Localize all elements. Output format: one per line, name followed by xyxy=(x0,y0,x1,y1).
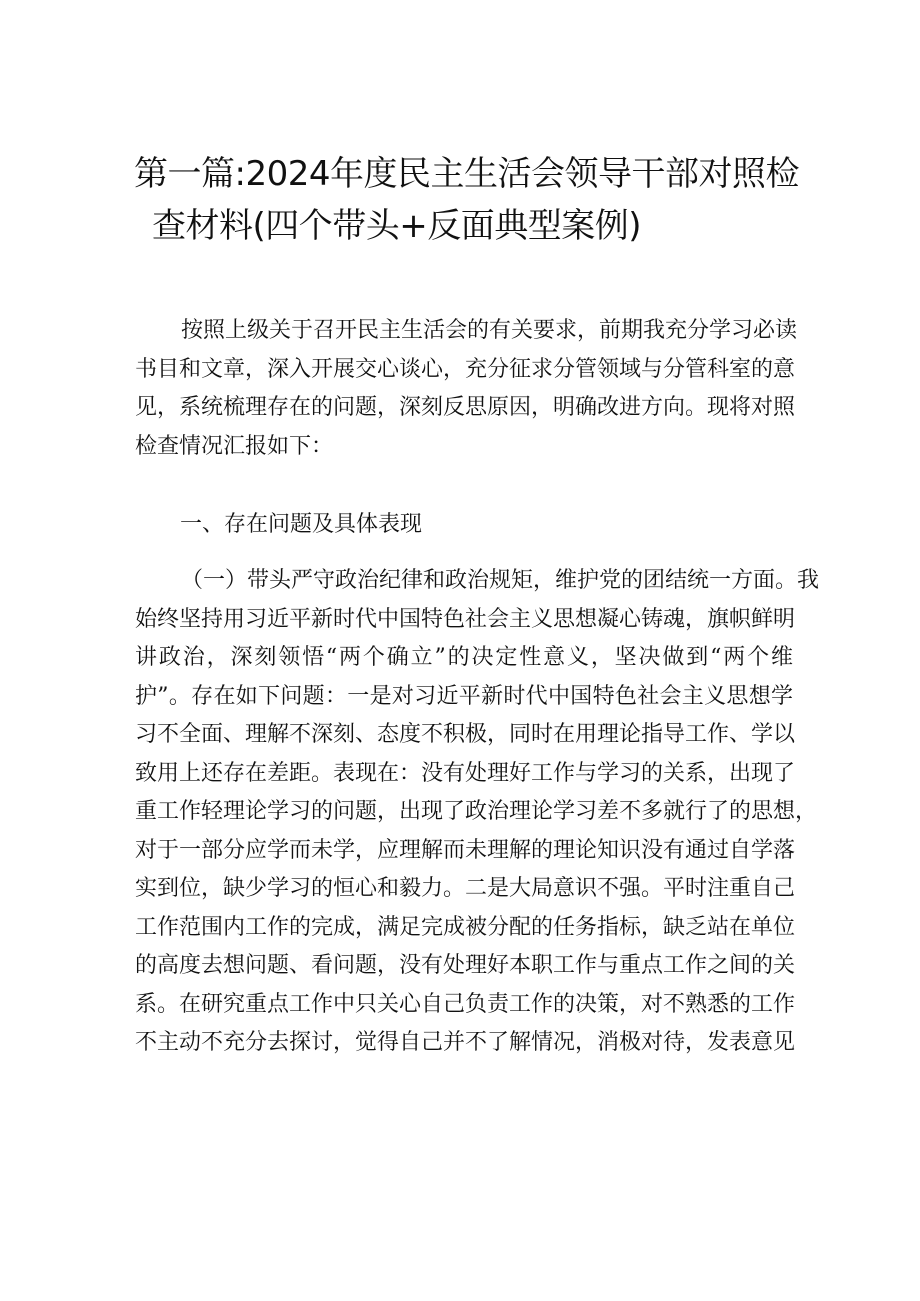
text-line: 讲政治，深刻领悟“两个确立”的决定性意义，坚决做到“两个维 xyxy=(135,645,793,670)
text-line: 系。在研究重点工作中只关心自己负责工作的决策，对不熟悉的工作 xyxy=(135,991,796,1017)
text-line: 重工作轻理论学习的问题，出现了政治理论学习差不多就行了的思想， xyxy=(135,799,818,824)
text-line: 按照上级关于召开民主生活会的有关要求，前期我充分学习必读 xyxy=(181,318,798,343)
text-line: 不主动不充分去探讨，觉得自己并不了解情况，消极对待，发表意见 xyxy=(135,1030,796,1055)
text-line: 对于一部分应学而未学，应理解而未理解的理论知识没有通过自学落 xyxy=(135,837,796,863)
title-line-1: 第一篇:2024年度民主生活会领导干部对照检 xyxy=(134,154,799,194)
text-line: 书目和文章，深入开展交心谈心，充分征求分管领域与分管科室的意 xyxy=(135,356,796,382)
title-line-2: 查材料(四个带头+反面典型案例) xyxy=(152,206,642,246)
text-line: 检查情况汇报如下： xyxy=(135,433,334,459)
text-line: 见，系统梳理存在的问题，深刻反思原因，明确改进方向。现将对照 xyxy=(135,395,796,420)
text-line: 致用上还存在差距。表现在：没有处理好工作与学习的关系，出现了 xyxy=(135,760,796,786)
text-line: 习不全面、理解不深刻、态度不积极，同时在用理论指导工作、学以 xyxy=(135,722,796,747)
document-title xyxy=(134,148,814,252)
text-line: 实到位，缺少学习的恒心和毅力。二是大局意识不强。平时注重自己 xyxy=(135,876,796,901)
text-line: （一）带头严守政治纪律和政治规矩，维护党的团结统一方面。我 xyxy=(181,568,820,593)
problems-paragraph xyxy=(135,562,820,1063)
text-line: 护”。存在如下问题：一是对习近平新时代中国特色社会主义思想学 xyxy=(135,683,793,709)
intro-paragraph xyxy=(135,312,798,466)
text-line: 的高度去想问题、看问题，没有处理好本职工作与重点工作之间的关 xyxy=(135,953,796,978)
text-line: 工作范围内工作的完成，满足完成被分配的任务指标，缺乏站在单位 xyxy=(135,914,796,940)
text-line: 始终坚持用习近平新时代中国特色社会主义思想凝心铸魂，旗帜鲜明 xyxy=(135,606,796,632)
section-heading: 一、存在问题及具体表现 xyxy=(180,512,423,537)
